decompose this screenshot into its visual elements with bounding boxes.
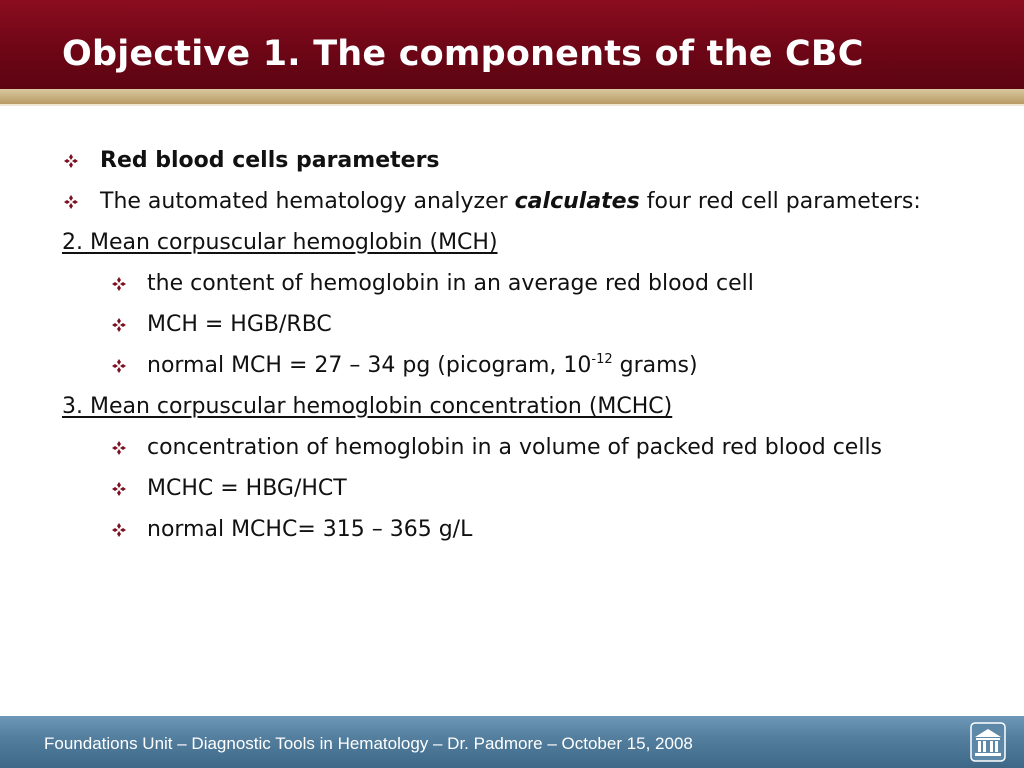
diamond-bullet-icon [112, 482, 126, 496]
item-text: the content of hemoglobin in an average red blood cell [147, 271, 754, 296]
item-text: normal MCHC= 315 – 365 g/L [147, 517, 473, 542]
diamond-bullet-icon [64, 195, 78, 209]
diamond-bullet-icon [112, 318, 126, 332]
heading-text: 2. Mean corpuscular hemoglobin (MCH) [62, 230, 498, 255]
diamond-bullet-icon [112, 441, 126, 455]
item-text-end: grams) [612, 353, 698, 378]
title-accent-line [0, 104, 1024, 106]
building-columns-icon [970, 722, 1006, 762]
emphasis-calculates: calculates [514, 189, 640, 214]
footer-text: Foundations Unit – Diagnostic Tools in Hematology – Dr. Padmore – October 15, 2008 [44, 734, 693, 753]
diamond-bullet-icon [112, 277, 126, 291]
slide-title: Objective 1. The components of the CBC [62, 34, 864, 74]
diamond-bullet-icon [112, 359, 126, 373]
title-accent-band [0, 89, 1024, 104]
bullet-text-start: The automated hematology analyzer [100, 189, 515, 214]
item-text: MCH = HGB/RBC [147, 312, 332, 337]
heading-text: 3. Mean corpuscular hemoglobin concentration (MCHC) [62, 394, 673, 419]
diamond-bullet-icon [112, 523, 126, 537]
diamond-bullet-icon [64, 154, 78, 168]
item-text-start: normal MCH = 27 – 34 pg (picogram, 10 [147, 353, 592, 378]
item-text: MCHC = HBG/HCT [147, 476, 347, 501]
item-text [147, 345, 698, 386]
exponent: -12 [591, 351, 613, 367]
bullet-text: Red blood cells parameters [100, 148, 440, 173]
footer-bar [0, 716, 1024, 768]
title-bar [0, 0, 1024, 89]
bullet-text [100, 181, 921, 222]
item-text: concentration of hemoglobin in a volume of packed red blood cells [147, 435, 883, 460]
bullet-text-end: four red cell parameters: [639, 189, 921, 214]
